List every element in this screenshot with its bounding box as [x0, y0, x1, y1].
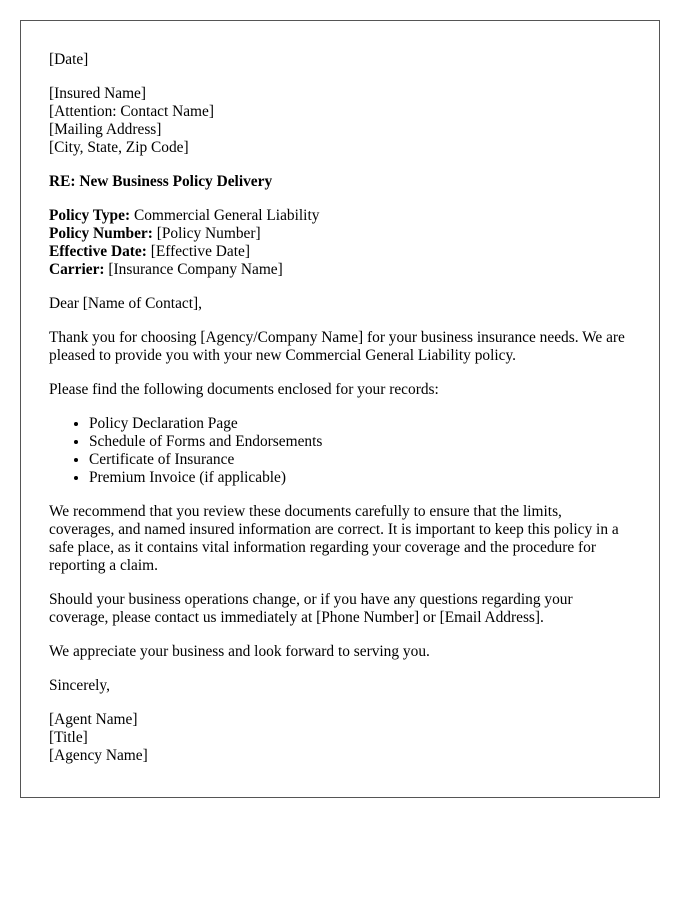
- list-item: • Premium Invoice (if applicable): [89, 469, 631, 487]
- policy-type-row: [49, 207, 631, 225]
- recipient-name: [Insured Name]: [49, 85, 147, 102]
- carrier-label: Carrier:: [49, 261, 105, 278]
- policy-number-label: Policy Number:: [49, 225, 153, 242]
- recipient-city: [City, State, Zip Code]: [49, 139, 189, 156]
- list-item: • Policy Declaration Page: [89, 415, 631, 433]
- policy-type-label: Policy Type:: [49, 207, 131, 224]
- letter-page: [20, 20, 660, 798]
- enclosed-intro-paragraph: Please find the following documents enclosed for your records:: [49, 381, 439, 398]
- carrier-row: [49, 261, 631, 279]
- carrier-value: [Insurance Company Name]: [108, 261, 283, 278]
- policy-type-value: Commercial General Liability: [133, 207, 320, 224]
- list-item: • Certificate of Insurance: [89, 451, 631, 469]
- appreciation-paragraph: We appreciate your business and look forward to serving you.: [49, 643, 430, 660]
- policy-details: [49, 207, 631, 279]
- policy-number-row: [49, 225, 631, 243]
- effective-date-row: [49, 243, 631, 261]
- agent-name: [Agent Name]: [49, 711, 138, 728]
- policy-number-value: [Policy Number]: [156, 225, 261, 242]
- intro-paragraph: Thank you for choosing [Agency/Company Name] for your business insurance needs. We are pleased to provide you with your new Commercial General Liability policy.: [49, 329, 625, 364]
- salutation: Dear [Name of Contact],: [49, 295, 202, 312]
- review-paragraph: We recommend that you review these documents carefully to ensure that the limits, coverages, and named insured information are correct. It is important to keep this policy in a safe place, as it contains vital information regarding your coverage and the procedure for reporting a claim.: [49, 503, 619, 574]
- subject-text: RE: New Business Policy Delivery: [49, 173, 273, 190]
- enclosed-documents-list: [49, 415, 631, 487]
- effective-date-label: Effective Date:: [49, 243, 147, 260]
- recipient-attention: [Attention: Contact Name]: [49, 103, 214, 120]
- subject-line: [49, 173, 631, 191]
- agent-title: [Title]: [49, 729, 88, 746]
- recipient-address: [Mailing Address]: [49, 121, 162, 138]
- contact-paragraph: Should your business operations change, or if you have any questions regarding your coverage, please contact us immediately at [Phone Number] or [Email Address].: [49, 591, 573, 626]
- list-item: • Schedule of Forms and Endorsements: [89, 433, 631, 451]
- signature-block: [49, 711, 631, 765]
- closing: Sincerely,: [49, 677, 110, 694]
- effective-date-value: [Effective Date]: [150, 243, 250, 260]
- agency-name: [Agency Name]: [49, 747, 148, 764]
- recipient-block: [49, 85, 631, 157]
- letter-date: [Date]: [49, 51, 89, 68]
